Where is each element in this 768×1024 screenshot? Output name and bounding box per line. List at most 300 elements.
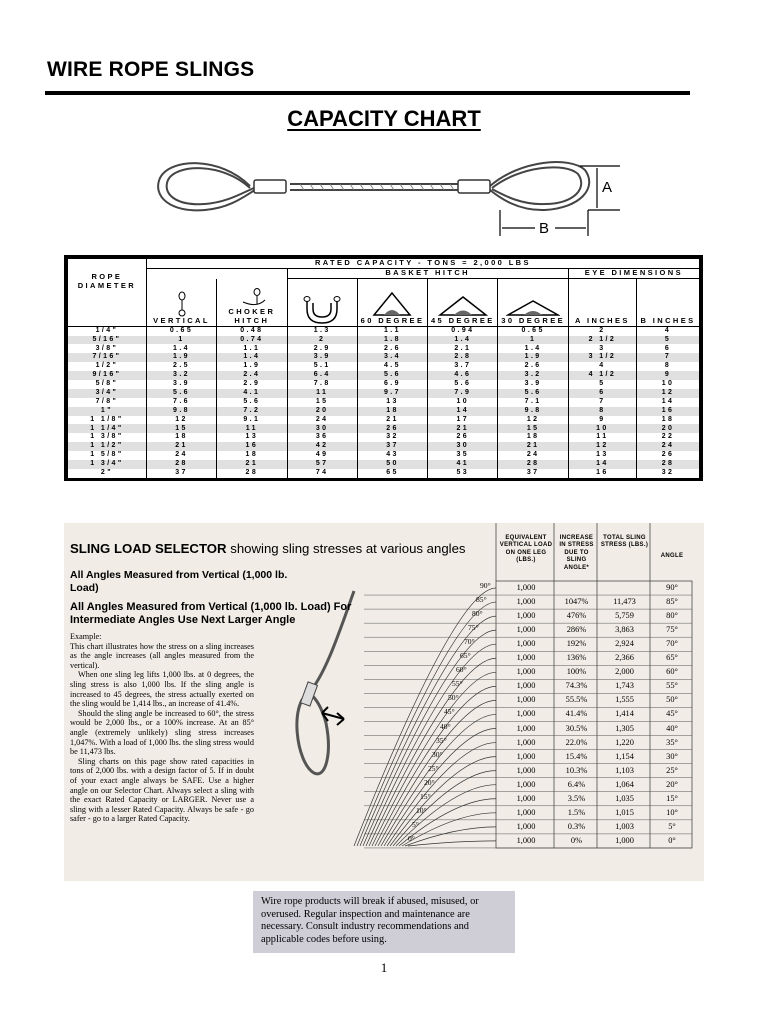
table-cell: 12: [498, 416, 568, 425]
table-cell: 2.5: [146, 362, 216, 371]
sling-load-selector: [64, 523, 704, 881]
table-cell: 24: [287, 416, 357, 425]
list-item: [64, 764, 704, 778]
table-cell: 18: [217, 451, 287, 460]
table-cell: 3.7: [428, 362, 498, 371]
increase-cell: 100%: [566, 667, 587, 677]
increase-cell: 476%: [566, 611, 587, 621]
list-item: [64, 651, 704, 665]
increase-cell: 136%: [566, 653, 587, 663]
table-cell: 42: [287, 442, 357, 451]
table-cell: 9.8: [498, 407, 568, 416]
table-row: [68, 469, 700, 478]
increase-cell: 1047%: [564, 597, 589, 607]
table-row: [68, 433, 700, 442]
rope-diameter-label: ROPE DIAMETER: [77, 272, 137, 290]
total-cell: 1,220: [615, 737, 634, 747]
total-cell: 2,000: [615, 667, 634, 677]
table-cell: 16: [568, 469, 636, 478]
table-cell: 3: [568, 344, 636, 353]
selector-title: [70, 541, 466, 556]
table-cell: 16: [637, 407, 700, 416]
table-cell: 3.2: [498, 371, 568, 380]
table-cell: 49: [287, 451, 357, 460]
total-cell: 1,035: [615, 793, 634, 803]
angle-cell: 35°: [666, 737, 678, 747]
table-cell: 1.8: [357, 336, 427, 345]
table-cell: 53: [428, 469, 498, 478]
angle-label: 55°: [452, 679, 463, 689]
load-cell: 1,000: [516, 681, 536, 691]
document-title: WIRE ROPE SLINGS: [47, 58, 255, 81]
table-row: [68, 460, 700, 469]
paragraph-2: When one sling leg lifts 1,000 lbs. at 0 degrees, the sling stress is also 1,000 lbs. If the sling angle is increased to 45 degrees, the stress actually exerted on the sling would be 1,414 lbs., an increase of 41.4%.: [70, 670, 254, 709]
increase-cell: 30.5%: [565, 723, 588, 733]
angle-label: 25°: [428, 763, 439, 773]
table-row: [68, 424, 700, 433]
table-cell: 1.4: [217, 353, 287, 362]
table-cell: 28: [146, 460, 216, 469]
angle-label: 40°: [440, 721, 451, 731]
rope-diameter-cell: 1 3/4": [68, 460, 147, 469]
table-cell: 11: [568, 433, 636, 442]
table-cell: 21: [498, 442, 568, 451]
angle-label: 0°: [408, 833, 415, 843]
angle-cell: 25°: [666, 765, 678, 775]
table-row: [68, 362, 700, 371]
angle-cell: 30°: [666, 751, 678, 761]
rope-diameter-cell: 7/16": [68, 353, 147, 362]
table-row: [68, 389, 700, 398]
angle-cell: 5°: [668, 821, 676, 831]
rope-diameter-header: [68, 259, 147, 327]
angle-label: 85°: [476, 595, 487, 605]
table-cell: 2.9: [287, 344, 357, 353]
angle-cell: 20°: [666, 779, 678, 789]
table-cell: 14: [568, 460, 636, 469]
table-cell: 57: [287, 460, 357, 469]
angle-cell: 85°: [666, 597, 678, 607]
table-cell: 2.6: [357, 344, 427, 353]
table-cell: 7.8: [287, 380, 357, 389]
table-cell: 4.6: [428, 371, 498, 380]
table-cell: 0.94: [428, 327, 498, 336]
table-row: [68, 327, 700, 336]
table-row: [68, 336, 700, 345]
increase-cell: 41.4%: [565, 709, 588, 719]
warning-notice: Wire rope products will break if abused, misused, or overused. Regular inspection and maintenance are necessary. Consult industry recommendations and applicable codes before using.: [253, 891, 515, 953]
load-cell: 1,000: [516, 597, 536, 607]
list-item: [64, 820, 704, 834]
table-cell: 9: [637, 371, 700, 380]
angle-cell: 15°: [666, 793, 678, 803]
table-cell: 7: [637, 353, 700, 362]
increase-cell: 192%: [566, 639, 587, 649]
table-cell: 32: [637, 469, 700, 478]
load-cell: 1,000: [516, 835, 536, 845]
table-cell: 18: [146, 433, 216, 442]
list-item: [64, 595, 704, 609]
angle-label: 30°: [432, 749, 443, 759]
label-a: A: [602, 179, 613, 196]
total-cell: 2,924: [615, 639, 634, 649]
increase-cell: 74.3%: [565, 681, 588, 691]
table-row: [68, 353, 700, 362]
table-cell: 1.4: [428, 336, 498, 345]
example-label: Example:: [70, 632, 102, 641]
wire-rope-sling-diagram: [150, 148, 620, 240]
table-cell: 0.65: [498, 327, 568, 336]
table-cell: 28: [498, 460, 568, 469]
angle-cell: 90°: [666, 583, 678, 592]
table-cell: 10: [568, 424, 636, 433]
rope-diameter-cell: 1": [68, 407, 147, 416]
table-cell: 3.2: [146, 371, 216, 380]
load-cell: 1,000: [516, 793, 536, 803]
basket-60-degree-icon: [370, 291, 414, 317]
table-row: [68, 371, 700, 380]
col-choker-label: CHOKER HITCH: [228, 307, 276, 325]
table-cell: 41: [428, 460, 498, 469]
table-cell: 50: [357, 460, 427, 469]
table-cell: 18: [498, 433, 568, 442]
table-cell: 1.3: [287, 327, 357, 336]
selector-subtitle-2: All Angles Measured from Vertical (1,000 lb. Load) For Intermediate Angles Use Next Larger Angle: [70, 601, 352, 626]
selector-title-bold: SLING LOAD SELECTOR: [70, 541, 227, 556]
col-eye-a-label: A INCHES: [575, 315, 630, 325]
table-cell: 14: [637, 398, 700, 407]
angle-label: 75°: [468, 623, 479, 633]
table-cell: 24: [146, 451, 216, 460]
angle-cell: 50°: [666, 695, 678, 705]
rope-diameter-cell: 1 1/2": [68, 442, 147, 451]
table-cell: 4: [637, 327, 700, 336]
basket-30-degree-icon: [506, 299, 560, 317]
load-cell: 1,000: [516, 821, 536, 831]
list-item: [64, 637, 704, 651]
table-cell: 5.1: [287, 362, 357, 371]
load-cell: 1,000: [516, 583, 536, 592]
angle-cell: 75°: [666, 625, 678, 635]
rope-diameter-cell: 3/8": [68, 344, 147, 353]
table-cell: 37: [498, 469, 568, 478]
table-cell: 5: [568, 380, 636, 389]
table-cell: 3 1/2: [568, 353, 636, 362]
table-cell: 0.65: [146, 327, 216, 336]
chart-title-text: CAPACITY CHART: [287, 106, 481, 131]
angle-label: 45°: [444, 707, 455, 717]
table-cell: 5.6: [357, 371, 427, 380]
table-cell: 0.74: [217, 336, 287, 345]
basket-hitch-icon: [302, 295, 342, 325]
angle-label: 35°: [436, 735, 447, 745]
table-cell: 5: [637, 336, 700, 345]
table-cell: 26: [357, 424, 427, 433]
list-item: [64, 722, 704, 736]
rope-diameter-cell: 1 1/8": [68, 416, 147, 425]
angle-cell: 0°: [668, 835, 676, 845]
table-cell: 4 1/2: [568, 371, 636, 380]
angle-label: 60°: [456, 665, 467, 675]
angle-label: 10°: [416, 805, 427, 815]
table-cell: 1.9: [217, 362, 287, 371]
table-cell: 1: [146, 336, 216, 345]
table-row: [68, 416, 700, 425]
rope-diameter-cell: 3/4": [68, 389, 147, 398]
rope-diameter-cell: 5/16": [68, 336, 147, 345]
load-cell: 1,000: [516, 779, 536, 789]
paragraph-3: Should the sling angle be increased to 60°, the stress would be 2,000 lbs., or a 100% increase. At an 85° angle (extremely unlikely) sling stress increases 1,047%. With a load of 1,000 lbs. the sling stress would be 11,473 lbs.: [70, 708, 254, 757]
equivalent-load-header: EQUIVALENT VERTICAL LOAD ON ONE LEG (LBS.): [499, 535, 553, 564]
load-cell: 1,000: [516, 709, 536, 719]
total-cell: 1,154: [615, 751, 634, 761]
table-cell: 28: [217, 469, 287, 478]
total-cell: 1,305: [615, 723, 634, 733]
table-cell: 3.9: [146, 380, 216, 389]
table-cell: 2.4: [217, 371, 287, 380]
title-rule: [45, 91, 690, 95]
increase-cell: 0.3%: [567, 821, 586, 831]
table-cell: 7.6: [146, 398, 216, 407]
table-cell: 9.7: [357, 389, 427, 398]
angle-label: 15°: [420, 791, 431, 801]
increase-cell: 15.4%: [565, 751, 588, 761]
table-cell: 15: [287, 398, 357, 407]
col-60-degree: [357, 279, 427, 327]
table-cell: 2.8: [428, 353, 498, 362]
total-cell: 3,863: [615, 625, 634, 635]
rope-diameter-cell: 1 1/4": [68, 424, 147, 433]
list-item: [64, 736, 704, 750]
rope-diameter-cell: 2": [68, 469, 147, 478]
list-item: [64, 693, 704, 707]
rope-diameter-cell: 1/2": [68, 362, 147, 371]
col-45-degree: [428, 279, 498, 327]
load-cell: 1,000: [516, 667, 536, 677]
capacity-table: [64, 255, 703, 481]
load-cell: 1,000: [516, 653, 536, 663]
table-cell: 20: [637, 424, 700, 433]
increase-cell: 3.5%: [567, 793, 586, 803]
table-row: [68, 442, 700, 451]
table-cell: 5.6: [498, 389, 568, 398]
table-cell: 32: [357, 433, 427, 442]
chart-title: [0, 106, 768, 132]
table-cell: 26: [428, 433, 498, 442]
total-cell: 1,000: [615, 835, 634, 845]
list-item: [64, 834, 704, 848]
table-cell: 12: [637, 389, 700, 398]
table-cell: 21: [357, 416, 427, 425]
angle-label: 65°: [460, 651, 471, 661]
table-cell: 6.4: [287, 371, 357, 380]
angle-cell: 55°: [666, 681, 678, 691]
increase-cell: 1.5%: [567, 807, 586, 817]
list-item: [64, 679, 704, 693]
angle-cell: 45°: [666, 709, 678, 719]
list-item: [64, 792, 704, 806]
rope-diameter-cell: 7/8": [68, 398, 147, 407]
table-cell: 1.1: [217, 344, 287, 353]
angle-cell: 65°: [666, 653, 678, 663]
total-cell: 1,743: [615, 681, 634, 691]
total-cell: 1,064: [615, 779, 634, 789]
table-cell: 6: [568, 389, 636, 398]
table-cell: 11: [287, 389, 357, 398]
col-eye-a: [568, 279, 636, 327]
total-cell: 11,473: [613, 597, 636, 607]
angle-label: 80°: [472, 609, 483, 619]
table-cell: 4.1: [217, 389, 287, 398]
table-cell: 6.9: [357, 380, 427, 389]
load-cell: 1,000: [516, 807, 536, 817]
table-cell: 16: [217, 442, 287, 451]
rope-diameter-cell: 1/4": [68, 327, 147, 336]
paragraph-1: This chart illustrates how the stress on a sling increases as the angle increases (all angles measured from the vertical).: [70, 641, 254, 670]
table-cell: 13: [217, 433, 287, 442]
col-30-degree: [498, 279, 568, 327]
vertical-hitch-icon: [177, 291, 187, 317]
list-item: [64, 806, 704, 820]
table-cell: 2.6: [498, 362, 568, 371]
angle-label: 5°: [412, 819, 419, 829]
selector-title-rest: showing sling stresses at various angles: [226, 541, 466, 556]
col-60-label: 60 DEGREE: [360, 315, 425, 325]
total-cell: 1,015: [615, 807, 634, 817]
col-45-label: 45 DEGREE: [430, 315, 495, 325]
increase-cell: 55.5%: [565, 695, 588, 705]
table-cell: 4: [568, 362, 636, 371]
total-stress-header: TOTAL SLING STRESS (LBS.): [600, 535, 649, 549]
angle-cell: 80°: [666, 611, 678, 621]
total-cell: 1,555: [615, 695, 634, 705]
table-cell: 9: [568, 416, 636, 425]
table-cell: 18: [637, 416, 700, 425]
angle-cell: 10°: [666, 807, 678, 817]
paragraph-4: Sling charts on this page show rated capacities in tons of 2,000 lbs. with a design factor of 5. If in doubt of your exact angle always be SAFE. Use a higher angle on our Selector Chart. Always select a sling with the exact Rated Capacity or LARGER. Never use a sling with a lesser Rated Capacity. Always be safe - go safer - go to a larger Rated Capacity.: [70, 756, 254, 824]
table-cell: 7.2: [217, 407, 287, 416]
load-cell: 1,000: [516, 695, 536, 705]
table-cell: 7: [568, 398, 636, 407]
increase-cell: 10.3%: [565, 765, 588, 775]
table-cell: 2.1: [428, 344, 498, 353]
table-cell: 9.1: [217, 416, 287, 425]
table-cell: 5.6: [146, 389, 216, 398]
table-row: [68, 407, 700, 416]
total-cell: 1,414: [615, 709, 634, 719]
load-cell: 1,000: [516, 723, 536, 733]
load-cell: 1,000: [516, 751, 536, 761]
table-cell: 5.6: [428, 380, 498, 389]
table-row: [68, 451, 700, 460]
blank-header: [146, 269, 287, 279]
table-cell: 1.1: [357, 327, 427, 336]
increase-cell: 0%: [570, 835, 583, 845]
load-cell: 1,000: [516, 639, 536, 649]
table-cell: 17: [428, 416, 498, 425]
table-cell: 1: [498, 336, 568, 345]
table-cell: 1.4: [498, 344, 568, 353]
angle-cell: 40°: [666, 723, 678, 733]
table-cell: 74: [287, 469, 357, 478]
table-cell: 12: [568, 442, 636, 451]
table-cell: 2.9: [217, 380, 287, 389]
table-cell: 37: [146, 469, 216, 478]
table-cell: 37: [357, 442, 427, 451]
table-cell: 24: [498, 451, 568, 460]
angle-label: 90°: [480, 581, 491, 590]
rope-diameter-cell: 9/16": [68, 371, 147, 380]
col-30-label: 30 DEGREE: [501, 315, 565, 325]
load-cell: 1,000: [516, 765, 536, 775]
list-item: [64, 609, 704, 623]
rope-diameter-cell: 5/8": [68, 380, 147, 389]
rope-diameter-cell: 1 3/8": [68, 433, 147, 442]
total-cell: 5,759: [615, 611, 634, 621]
col-vertical: [146, 279, 216, 327]
label-b: B: [539, 220, 550, 237]
table-cell: 24: [637, 442, 700, 451]
col-vertical-label: VERTICAL: [153, 315, 210, 325]
table-cell: 3.9: [287, 353, 357, 362]
increase-stress-header: INCREASE IN STRESS DUE TO SLING ANGLE*: [559, 535, 594, 571]
table-cell: 26: [637, 451, 700, 460]
eye-dimensions-header: EYE DIMENSIONS: [568, 269, 699, 279]
table-cell: 18: [357, 407, 427, 416]
table-cell: 15: [498, 424, 568, 433]
table-cell: 30: [428, 442, 498, 451]
table-cell: 28: [637, 460, 700, 469]
selector-subtitle-1: All Angles Measured from Vertical (1,000 lb. Load): [70, 569, 288, 594]
list-item: [64, 750, 704, 764]
rated-capacity-header: RATED CAPACITY - TONS = 2,000 LBS: [146, 259, 699, 269]
table-cell: 65: [357, 469, 427, 478]
table-cell: 21: [146, 442, 216, 451]
table-cell: 14: [428, 407, 498, 416]
col-basket-vertical: [287, 279, 357, 327]
table-cell: 10: [428, 398, 498, 407]
basket-hitch-header: BASKET HITCH: [287, 269, 568, 279]
rope-diameter-cell: 1 5/8": [68, 451, 147, 460]
list-item: [64, 665, 704, 679]
angle-cell: 70°: [666, 639, 678, 649]
table-cell: 3.4: [357, 353, 427, 362]
table-cell: 10: [637, 380, 700, 389]
table-cell: 22: [637, 433, 700, 442]
table-cell: 2: [568, 327, 636, 336]
load-cell: 1,000: [516, 737, 536, 747]
page-number: 1: [380, 960, 388, 975]
basket-45-degree-icon: [438, 295, 488, 317]
table-cell: 11: [217, 424, 287, 433]
table-cell: 7.9: [428, 389, 498, 398]
table-cell: 2 1/2: [568, 336, 636, 345]
table-cell: 1.9: [146, 353, 216, 362]
table-cell: 36: [287, 433, 357, 442]
table-cell: 12: [146, 416, 216, 425]
table-cell: 7.1: [498, 398, 568, 407]
table-cell: 20: [287, 407, 357, 416]
col-eye-b: [637, 279, 700, 327]
angle-label: 50°: [448, 693, 459, 703]
table-cell: 3.9: [498, 380, 568, 389]
table-cell: 30: [287, 424, 357, 433]
table-cell: 2: [287, 336, 357, 345]
table-cell: 35: [428, 451, 498, 460]
table-cell: 13: [568, 451, 636, 460]
table-cell: 0.48: [217, 327, 287, 336]
table-cell: 1.4: [146, 344, 216, 353]
